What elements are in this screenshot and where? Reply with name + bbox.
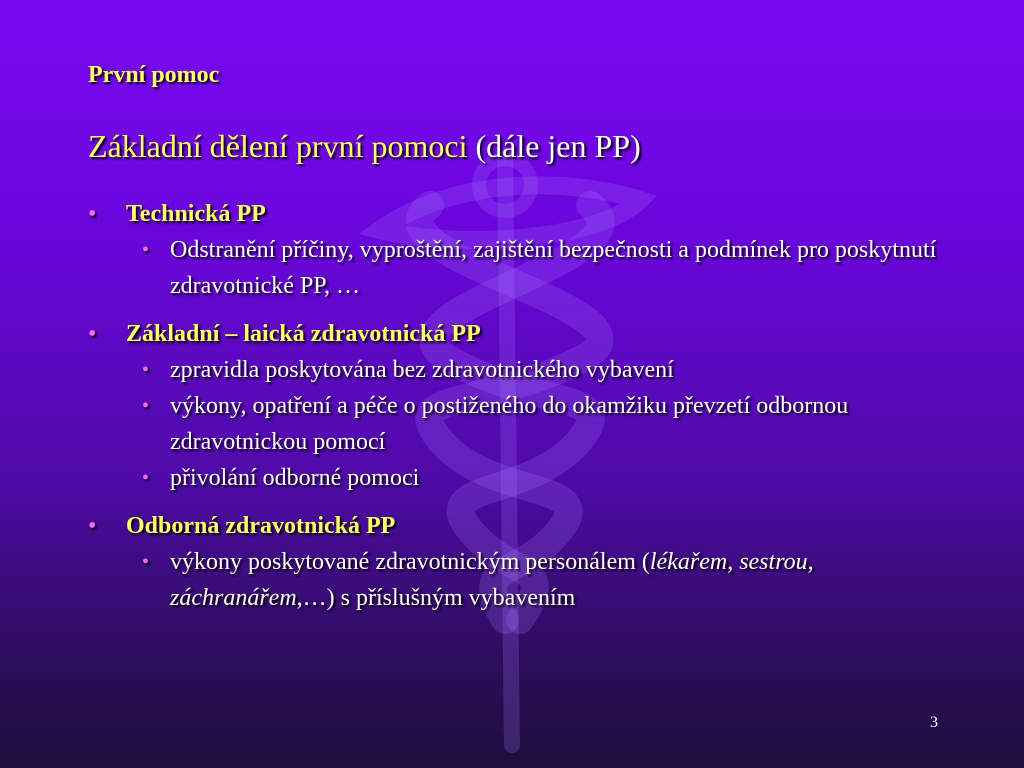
list-item-text-italic: lékařem, sestrou, záchranářem bbox=[170, 549, 814, 611]
list-heading-text: Technická PP bbox=[126, 201, 266, 227]
bullet-icon: • bbox=[88, 513, 97, 539]
group-zakladni bbox=[88, 316, 968, 496]
page-number: 3 bbox=[930, 714, 938, 731]
list-item-text: výkony, opatření a péče o postiženého do okamžiku převzetí odbornou zdravotnickou pomocí bbox=[170, 393, 849, 455]
list-heading bbox=[88, 508, 968, 544]
slide-title bbox=[88, 128, 641, 165]
list-item-text: zpravidla poskytována bez zdravotnického vybavení bbox=[170, 357, 674, 383]
list-item-text: přivolání odborné pomoci bbox=[170, 465, 420, 491]
list-item-text-before: výkony poskytované zdravotnickým personálem ( bbox=[170, 549, 650, 575]
bullet-icon: • bbox=[142, 467, 150, 489]
bullet-list bbox=[88, 196, 968, 628]
list-heading-text: Základní – laická zdravotnická PP bbox=[126, 321, 481, 347]
list-item bbox=[88, 352, 968, 388]
bullet-icon: • bbox=[142, 359, 150, 381]
list-item bbox=[88, 232, 968, 304]
bullet-icon: • bbox=[88, 201, 97, 227]
bullet-icon: • bbox=[142, 551, 150, 573]
list-item bbox=[88, 544, 968, 616]
list-heading-text: Odborná zdravotnická PP bbox=[126, 513, 396, 539]
slide-title-main: Základní dělení první pomoci bbox=[88, 128, 468, 164]
list-heading bbox=[88, 196, 968, 232]
slide-title-note: (dále jen PP) bbox=[467, 128, 641, 164]
bullet-icon: • bbox=[142, 395, 150, 417]
list-item-text: Odstranění příčiny, vyproštění, zajištění bezpečnosti a podmínek pro poskytnutí zdravotnické PP, … bbox=[170, 237, 937, 299]
bullet-icon: • bbox=[142, 239, 150, 261]
list-item bbox=[88, 460, 968, 496]
list-item bbox=[88, 388, 968, 460]
list-item-text-after: ,…) s příslušným vybavením bbox=[296, 585, 576, 611]
section-title: První pomoc bbox=[88, 62, 220, 88]
group-odborna bbox=[88, 508, 968, 616]
list-heading bbox=[88, 316, 968, 352]
bullet-icon: • bbox=[88, 321, 97, 347]
group-technicka bbox=[88, 196, 968, 304]
